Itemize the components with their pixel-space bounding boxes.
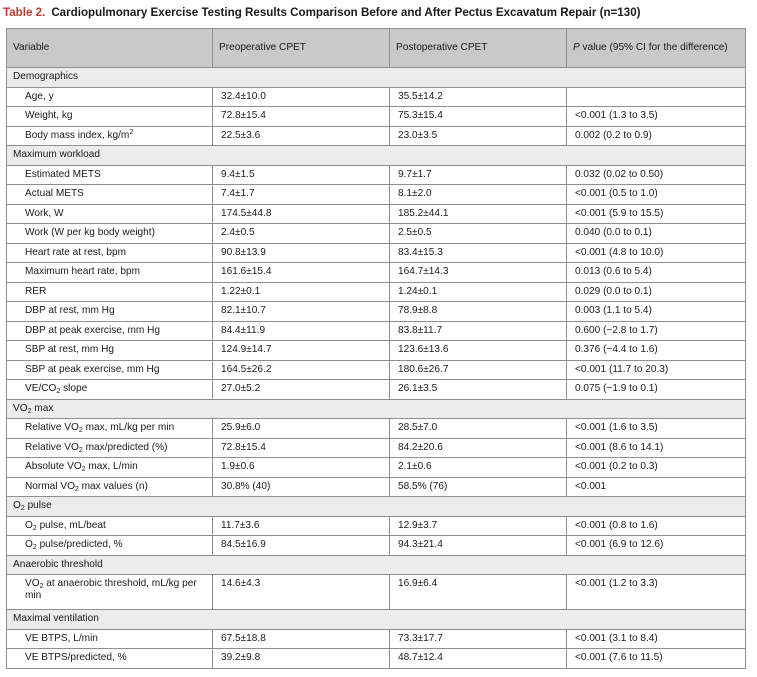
row-preop: 32.4±10.0 xyxy=(213,87,390,107)
row-pvalue: <0.001 (4.8 to 10.0) xyxy=(567,243,746,263)
row-pvalue: 0.013 (0.6 to 5.4) xyxy=(567,263,746,283)
row-pvalue: <0.001 (0.5 to 1.0) xyxy=(567,185,746,205)
row-pvalue: <0.001 (1.6 to 3.5) xyxy=(567,419,746,439)
table-label: Table 2. xyxy=(3,6,46,19)
row-pvalue: <0.001 (8.6 to 14.1) xyxy=(567,438,746,458)
row-preop: 9.4±1.5 xyxy=(213,165,390,185)
section-subscript: 2 xyxy=(27,407,32,415)
variable-subscript: 2 xyxy=(32,544,37,552)
row-preop: 84.5±16.9 xyxy=(213,536,390,556)
section-vo2-max xyxy=(7,399,746,419)
row-preop: 174.5±44.8 xyxy=(213,204,390,224)
row-pvalue: <0.001 (0.2 to 0.3) xyxy=(567,458,746,478)
row-variable: DBP at rest, mm Hg xyxy=(7,302,213,322)
row-preop: 1.22±0.1 xyxy=(213,282,390,302)
row-pvalue: <0.001 (1.3 to 3.5) xyxy=(567,107,746,127)
row-pvalue: <0.001 (5.9 to 15.5) xyxy=(567,204,746,224)
row-postop: 9.7±1.7 xyxy=(390,165,567,185)
row-variable xyxy=(7,536,213,556)
row-pvalue: <0.001 (11.7 to 20.3) xyxy=(567,360,746,380)
table-caption xyxy=(3,6,641,19)
row-preop: 30.8% (40) xyxy=(213,477,390,497)
section-text: VO xyxy=(13,402,28,414)
row-variable xyxy=(7,575,213,610)
variable-subscript: 2 xyxy=(74,485,79,493)
row-postop: 2.5±0.5 xyxy=(390,224,567,244)
row-postop: 83.4±15.3 xyxy=(390,243,567,263)
table-row xyxy=(7,477,746,497)
table-row xyxy=(7,649,746,669)
row-preop: 14.6±4.3 xyxy=(213,575,390,610)
row-pvalue: <0.001 (6.9 to 12.6) xyxy=(567,536,746,556)
row-pvalue: 0.600 (−2.8 to 1.7) xyxy=(567,321,746,341)
row-preop: 25.9±6.0 xyxy=(213,419,390,439)
variable-text: max values (n) xyxy=(78,480,148,492)
row-pvalue: <0.001 (7.6 to 11.5) xyxy=(567,649,746,669)
row-pvalue: <0.001 (0.8 to 1.6) xyxy=(567,516,746,536)
row-variable xyxy=(7,380,213,400)
row-postop: 123.6±13.6 xyxy=(390,341,567,361)
row-variable: VE BTPS/predicted, % xyxy=(7,649,213,669)
variable-superscript: 2 xyxy=(129,128,134,136)
row-preop: 1.9±0.6 xyxy=(213,458,390,478)
row-preop: 90.8±13.9 xyxy=(213,243,390,263)
variable-text: max/predicted (%) xyxy=(82,441,168,453)
row-pvalue: <0.001 (3.1 to 8.4) xyxy=(567,629,746,649)
row-variable xyxy=(7,126,213,146)
variable-text: max, L/min xyxy=(85,461,138,473)
row-pvalue: 0.376 (−4.4 to 1.6) xyxy=(567,341,746,361)
row-variable: Heart rate at rest, bpm xyxy=(7,243,213,263)
table-row xyxy=(7,360,746,380)
section-demographics: Demographics xyxy=(7,68,746,88)
row-variable: Age, y xyxy=(7,87,213,107)
row-pvalue: 0.032 (0.02 to 0.50) xyxy=(567,165,746,185)
variable-text: Relative VO xyxy=(25,422,79,434)
variable-subscript: 2 xyxy=(32,524,37,532)
row-postop: 75.3±15.4 xyxy=(390,107,567,127)
row-preop: 82.1±10.7 xyxy=(213,302,390,322)
variable-subscript: 2 xyxy=(56,388,61,396)
row-postop: 58.5% (76) xyxy=(390,477,567,497)
section-anaerobic-threshold: Anaerobic threshold xyxy=(7,555,746,575)
variable-text: Body mass index, kg/m xyxy=(25,129,130,141)
row-postop: 94.3±21.4 xyxy=(390,536,567,556)
section-text: O xyxy=(13,500,21,512)
row-postop: 78.9±8.8 xyxy=(390,302,567,322)
header-row xyxy=(7,29,746,68)
variable-text: pulse, mL/beat xyxy=(36,519,106,531)
table-row xyxy=(7,204,746,224)
section-text: pulse xyxy=(24,500,52,512)
row-preop: 27.0±5.2 xyxy=(213,380,390,400)
row-variable: Work, W xyxy=(7,204,213,224)
header-variable: Variable xyxy=(7,29,213,68)
variable-text: slope xyxy=(60,383,88,395)
row-pvalue: 0.002 (0.2 to 0.9) xyxy=(567,126,746,146)
row-postop: 83.8±11.7 xyxy=(390,321,567,341)
row-preop: 2.4±0.5 xyxy=(213,224,390,244)
table-row xyxy=(7,165,746,185)
table-row xyxy=(7,575,746,610)
table-row xyxy=(7,224,746,244)
table-row xyxy=(7,126,746,146)
row-preop: 7.4±1.7 xyxy=(213,185,390,205)
section-maximal-ventilation: Maximal ventilation xyxy=(7,610,746,630)
row-preop: 72.8±15.4 xyxy=(213,107,390,127)
variable-subscript: 2 xyxy=(81,466,86,474)
row-preop: 72.8±15.4 xyxy=(213,438,390,458)
variable-text: at anaerobic threshold, mL/kg per min xyxy=(25,578,197,601)
variable-text: Relative VO xyxy=(25,441,79,453)
section-row xyxy=(7,555,746,575)
row-postop: 164.7±14.3 xyxy=(390,263,567,283)
table-row xyxy=(7,302,746,322)
variable-text: pulse/predicted, % xyxy=(36,539,123,551)
header-pvalue-italic: P xyxy=(573,42,580,53)
table-row xyxy=(7,282,746,302)
row-pvalue: 0.003 (1.1 to 5.4) xyxy=(567,302,746,322)
section-row xyxy=(7,610,746,630)
table-row xyxy=(7,438,746,458)
table-row xyxy=(7,185,746,205)
row-variable: SBP at peak exercise, mm Hg xyxy=(7,360,213,380)
row-preop: 67.5±18.8 xyxy=(213,629,390,649)
row-postop: 180.6±26.7 xyxy=(390,360,567,380)
row-postop: 84.2±20.6 xyxy=(390,438,567,458)
table-row xyxy=(7,629,746,649)
header-pvalue xyxy=(567,29,746,68)
row-preop: 39.2±9.8 xyxy=(213,649,390,669)
section-subscript: 2 xyxy=(20,505,25,513)
row-pvalue: 0.075 (−1.9 to 0.1) xyxy=(567,380,746,400)
row-preop: 124.9±14.7 xyxy=(213,341,390,361)
table-row xyxy=(7,243,746,263)
row-preop: 84.4±11.9 xyxy=(213,321,390,341)
row-variable: Weight, kg xyxy=(7,107,213,127)
row-variable: VE BTPS, L/min xyxy=(7,629,213,649)
row-variable xyxy=(7,516,213,536)
row-postop: 28.5±7.0 xyxy=(390,419,567,439)
row-variable: Actual METS xyxy=(7,185,213,205)
section-max-workload: Maximum workload xyxy=(7,146,746,166)
variable-text: Absolute VO xyxy=(25,461,82,473)
section-text: max xyxy=(31,402,54,414)
row-postop: 2.1±0.6 xyxy=(390,458,567,478)
table-title: Cardiopulmonary Exercise Testing Results Comparison Before and After Pectus Excavatum Repair (n=130) xyxy=(51,6,641,19)
row-pvalue: 0.040 (0.0 to 0.1) xyxy=(567,224,746,244)
row-postop: 12.9±3.7 xyxy=(390,516,567,536)
row-variable: Work (W per kg body weight) xyxy=(7,224,213,244)
section-o2-pulse xyxy=(7,497,746,517)
row-variable xyxy=(7,419,213,439)
section-row xyxy=(7,68,746,88)
row-pvalue: <0.001 xyxy=(567,477,746,497)
variable-text: Normal VO xyxy=(25,480,75,492)
row-variable: RER xyxy=(7,282,213,302)
row-variable xyxy=(7,477,213,497)
row-pvalue: <0.001 (1.2 to 3.3) xyxy=(567,575,746,610)
row-postop: 16.9±6.4 xyxy=(390,575,567,610)
row-postop: 8.1±2.0 xyxy=(390,185,567,205)
section-row xyxy=(7,497,746,517)
table-row xyxy=(7,516,746,536)
header-preop: Preoperative CPET xyxy=(213,29,390,68)
header-postop: Postoperative CPET xyxy=(390,29,567,68)
row-pvalue: 0.029 (0.0 to 0.1) xyxy=(567,282,746,302)
variable-text: VO xyxy=(25,578,40,589)
row-postop: 185.2±44.1 xyxy=(390,204,567,224)
row-pvalue xyxy=(567,87,746,107)
variable-subscript: 2 xyxy=(39,583,44,590)
table-row xyxy=(7,419,746,439)
header-pvalue-text: value (95% CI for the difference) xyxy=(579,42,728,53)
row-postop: 1.24±0.1 xyxy=(390,282,567,302)
variable-subscript: 2 xyxy=(78,427,83,435)
table-row xyxy=(7,263,746,283)
row-postop: 48.7±12.4 xyxy=(390,649,567,669)
section-row xyxy=(7,146,746,166)
variable-text: VE/CO xyxy=(25,383,57,395)
table-row xyxy=(7,341,746,361)
table-row xyxy=(7,107,746,127)
row-preop: 22.5±3.6 xyxy=(213,126,390,146)
row-variable xyxy=(7,458,213,478)
row-variable xyxy=(7,438,213,458)
row-variable: SBP at rest, mm Hg xyxy=(7,341,213,361)
row-postop: 73.3±17.7 xyxy=(390,629,567,649)
row-postop: 26.1±3.5 xyxy=(390,380,567,400)
row-preop: 164.5±26.2 xyxy=(213,360,390,380)
table-row xyxy=(7,321,746,341)
variable-subscript: 2 xyxy=(78,446,83,454)
table-row xyxy=(7,458,746,478)
results-table xyxy=(6,28,746,669)
row-preop: 11.7±3.6 xyxy=(213,516,390,536)
row-preop: 161.6±15.4 xyxy=(213,263,390,283)
row-variable: DBP at peak exercise, mm Hg xyxy=(7,321,213,341)
row-postop: 35.5±14.2 xyxy=(390,87,567,107)
variable-text: O xyxy=(25,539,33,551)
section-row xyxy=(7,399,746,419)
table-row xyxy=(7,87,746,107)
row-variable: Estimated METS xyxy=(7,165,213,185)
row-postop: 23.0±3.5 xyxy=(390,126,567,146)
row-variable: Maximum heart rate, bpm xyxy=(7,263,213,283)
variable-text: O xyxy=(25,519,33,531)
table-row xyxy=(7,536,746,556)
table-row xyxy=(7,380,746,400)
variable-text: max, mL/kg per min xyxy=(82,422,175,434)
